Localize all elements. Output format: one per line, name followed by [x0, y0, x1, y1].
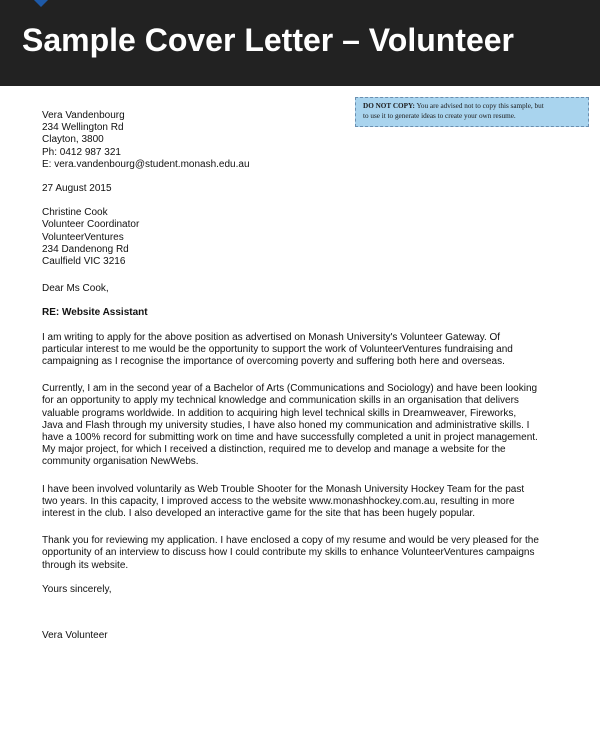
recipient-suburb: Caulfield VIC 3216: [42, 256, 126, 268]
sender-address-block: [42, 110, 562, 171]
banner-accent-marker: [34, 0, 48, 7]
salutation: Dear Ms Cook,: [42, 283, 109, 295]
signature-name: Vera Volunteer: [42, 630, 108, 642]
sender-name: Vera Vandenbourg: [42, 110, 125, 121]
sender-street: 234 Wellington Rd: [42, 122, 124, 134]
paragraph-line: Currently, I am in the second year of a Bachelor of Arts (Communications and Sociology) and have been looking: [42, 383, 538, 395]
letter-date: 27 August 2015: [42, 183, 112, 195]
paragraph-line: community organisation NewWebs.: [42, 456, 199, 468]
notice-line-1-text: You are advised not to copy this sample, but: [414, 102, 544, 110]
paragraph-line: interest in the club. I also developed an interactive game for the site that has been hugely popular.: [42, 508, 476, 520]
recipient-address-block: [42, 207, 562, 268]
paragraph-3: [42, 484, 562, 521]
sender-suburb: Clayton, 3800: [42, 134, 104, 146]
paragraph-line: Thank you for reviewing my application. I have enclosed a copy of my resume and would be very pleased for the: [42, 535, 539, 547]
closing: Yours sincerely,: [42, 583, 112, 595]
paragraph-line: two years. In this capacity, I improved access to the website www.monashhockey.com.au, resulting in more: [42, 495, 515, 507]
paragraph-line: for an opportunity to apply my technical knowledge and communication skills in an organisation that delivers: [42, 395, 519, 407]
title-banner: [0, 0, 600, 86]
cover-letter-body: [42, 110, 562, 642]
paragraph-line: have a 100% record for submitting work on time and have successfully completed a unit in project management.: [42, 432, 538, 444]
recipient-title: Volunteer Coordinator: [42, 219, 140, 231]
paragraph-line: I am writing to apply for the above position as advertised on Monash University's Volunteer Gateway. Of: [42, 331, 501, 343]
notice-label: DO NOT COPY:: [363, 102, 415, 110]
paragraph-1: [42, 332, 562, 369]
sender-email: E: vera.vandenbourg@student.monash.edu.au: [42, 158, 250, 170]
subject-line: RE: Website Assistant: [42, 307, 148, 319]
paragraph-line: Java and Flash through my university studies, I have also honed my communication and administrative skills. I: [42, 419, 530, 431]
paragraph-line: through its website.: [42, 559, 129, 571]
paragraph-line: opportunity of an interview to discuss how I could contribute my skills to enhance VolunteerVentures campaigns: [42, 547, 535, 559]
page-title: Sample Cover Letter – Volunteer: [22, 22, 514, 58]
paragraph-line: campaigning as I recognise the importance of overcoming poverty and suffering both here and overseas.: [42, 356, 505, 368]
paragraph-line: I have been involved voluntarily as Web Trouble Shooter for the Monash University Hockey Team for the past: [42, 483, 525, 495]
sender-phone: Ph: 0412 987 321: [42, 146, 121, 158]
notice-line-2: to use it to generate ideas to create your own resume.: [363, 112, 516, 120]
recipient-street: 234 Dandenong Rd: [42, 243, 129, 255]
paragraph-line: particular interest to me would be the opportunity to support the work of VolunteerVentures fundraising and: [42, 343, 513, 355]
paragraph-2: [42, 383, 562, 468]
paragraph-4: [42, 535, 562, 572]
recipient-name: Christine Cook: [42, 207, 108, 219]
paragraph-line: valuable programs worldwide. In addition to acquiring high level technical skills in Dreamweaver, Fireworks,: [42, 407, 517, 419]
recipient-organisation: VolunteerVentures: [42, 231, 124, 243]
paragraph-line: My major project, for which I received a distinction, required me to develop and manage a website for the: [42, 444, 506, 456]
